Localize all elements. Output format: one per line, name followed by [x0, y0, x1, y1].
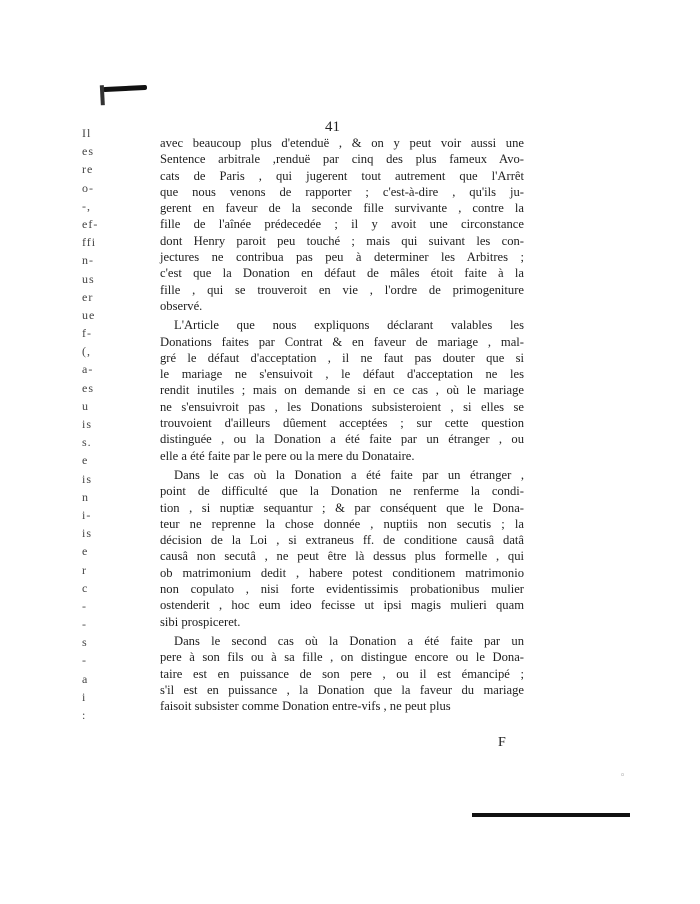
margin-fragment: (,	[82, 344, 91, 359]
paragraph	[160, 633, 524, 714]
margin-fragment: -,	[82, 198, 91, 213]
margin-fragment: u	[82, 398, 89, 413]
margin-fragment: -	[82, 653, 87, 668]
text-line: point de difficulté que la Donation ne renferme la condi-	[160, 484, 524, 499]
text-line: taire est en puissance de son pere , ou il est émancipé ;	[160, 666, 524, 681]
text-line: trouvoient d'ailleurs dûement acceptées ; sur cette question	[160, 416, 524, 431]
margin-fragment: s	[82, 635, 88, 650]
margin-fragment: :	[82, 708, 87, 722]
text-line: sibi prospiceret.	[160, 614, 241, 629]
margin-fragment: e	[82, 544, 89, 559]
text-line: le mariage ne s'ensuivoit , le défaut d'acceptation ne les	[160, 367, 524, 382]
text-line: Sentence arbitrale ,renduë par cinq des plus fameux Avo-	[160, 152, 524, 167]
facing-page-margin	[82, 124, 116, 724]
margin-fragment: a-	[82, 362, 94, 377]
text-line: causâ non secutâ , ne peut être là dessus plus formelle , qui	[160, 549, 524, 564]
margin-fragment: es	[82, 144, 94, 159]
text-line: c'est que la Donation en défaut de mâles étoit faite à la	[160, 266, 524, 281]
text-line: ob matrimonium dedit , habere potest conditionem matrimonio	[160, 565, 524, 580]
margin-fragment: s.	[82, 435, 92, 450]
margin-fragment: n	[82, 489, 89, 504]
text-line: avec beaucoup plus d'etenduë , & on y peut voir aussi une	[160, 136, 524, 150]
text-line: fille , qui se trouveroit en vie , l'ordre de primogeniture	[160, 282, 524, 297]
margin-fragment: c	[82, 580, 89, 595]
margin-fragment: es	[82, 380, 94, 395]
margin-fragment: i	[82, 689, 87, 704]
margin-fragment: Il	[82, 126, 92, 140]
margin-fragment: r	[82, 562, 87, 577]
margin-fragment: ue	[82, 307, 96, 322]
margin-fragment: ffi	[82, 235, 97, 250]
paragraph	[160, 317, 524, 464]
text-line: Donations faites par Contrat & en faveur de mariage , mal-	[160, 334, 524, 349]
margin-fragment: o-	[82, 180, 94, 195]
margin-fragment: a	[82, 671, 89, 686]
text-line: s'il est en puissance , la Donation que la faveur du mariage	[160, 682, 524, 697]
text-line: gerent en faveur de la seconde fille survivante , contre la	[160, 201, 524, 216]
text-line: gré le défaut d'acceptation , il ne faut pas douter que si	[160, 350, 524, 365]
margin-fragment: ef-	[82, 216, 99, 231]
text-line: pere à son fils ou à sa fille , on distingue encore ou le Dona-	[160, 650, 524, 665]
margin-fragment: e	[82, 453, 89, 468]
page-number: 41	[325, 119, 340, 135]
paragraph	[160, 135, 524, 314]
text-line: rendit inutiles ; mais on demande si en ce cas , où le mariage	[160, 383, 524, 398]
text-line: distinguée , ou la Donation a été faite par un étranger , ou	[160, 432, 524, 447]
margin-fragment: -	[82, 617, 87, 632]
margin-fragment: f-	[82, 326, 92, 341]
text-line: tion , si nuptiæ sequantur ; & par conséquent que le Dona-	[160, 500, 524, 515]
margin-fragment: is	[82, 417, 93, 431]
catchword: F	[498, 735, 506, 750]
margin-fragment: re	[82, 162, 94, 177]
margin-fragment: i-	[82, 507, 92, 522]
text-line: observé.	[160, 298, 203, 313]
paragraph	[160, 467, 524, 630]
text-line: Dans le cas où la Donation a été faite par un étranger ,	[174, 467, 524, 482]
text-line: décision de la Loi , si extraneus ff. de conditione causâ datâ	[160, 533, 524, 548]
text-line: cats de Paris , qui jugerent tout autrement que l'Arrêt	[160, 168, 524, 183]
margin-fragment: n-	[82, 253, 94, 268]
text-line: faisoit subsister comme Donation entre-vifs , ne peut plus	[160, 699, 451, 714]
margin-fragment: us	[82, 271, 95, 286]
text-line: fille de l'aînée prédecedée ; il y avoit une circonstance	[160, 217, 524, 232]
text-line: Dans le second cas où la Donation a été faite par un	[174, 633, 524, 648]
text-line: teur ne reprenne la chose donnée , nuptiis non secutis ; la	[160, 516, 524, 531]
scan-artifact-bottom	[472, 813, 630, 817]
text-line: jectures ne contribua pas peu à determiner les Arbitres ;	[160, 250, 524, 265]
body-text	[160, 135, 524, 714]
scan-speck: ◦	[620, 771, 626, 781]
text-line: elle a été faite par le pere ou la mere du Donataire.	[160, 448, 415, 463]
text-line: L'Article que nous expliquons déclarant valables les	[174, 318, 524, 333]
margin-fragment: -	[82, 598, 87, 613]
scan-artifact-top	[103, 85, 147, 92]
text-line: ostenderit , hoc eum ideo fecisse ut ipsi magis mulieri quam	[160, 598, 524, 613]
margin-fragment: is	[82, 526, 93, 541]
text-line: dont Henry paroit peu touché ; mais qui suivant les con-	[160, 233, 524, 248]
text-line: ne s'ensuivroit pas , les Donations subsisteroient , si elles se	[160, 399, 524, 414]
margin-fragment: er	[82, 289, 94, 304]
margin-fragment: is	[82, 471, 93, 486]
text-line: non copulato , nisi forte evidentissimis probationibus mulier	[160, 582, 524, 597]
text-line: que nous venons de rapporter ; c'est-à-dire , qu'ils ju-	[160, 184, 524, 199]
